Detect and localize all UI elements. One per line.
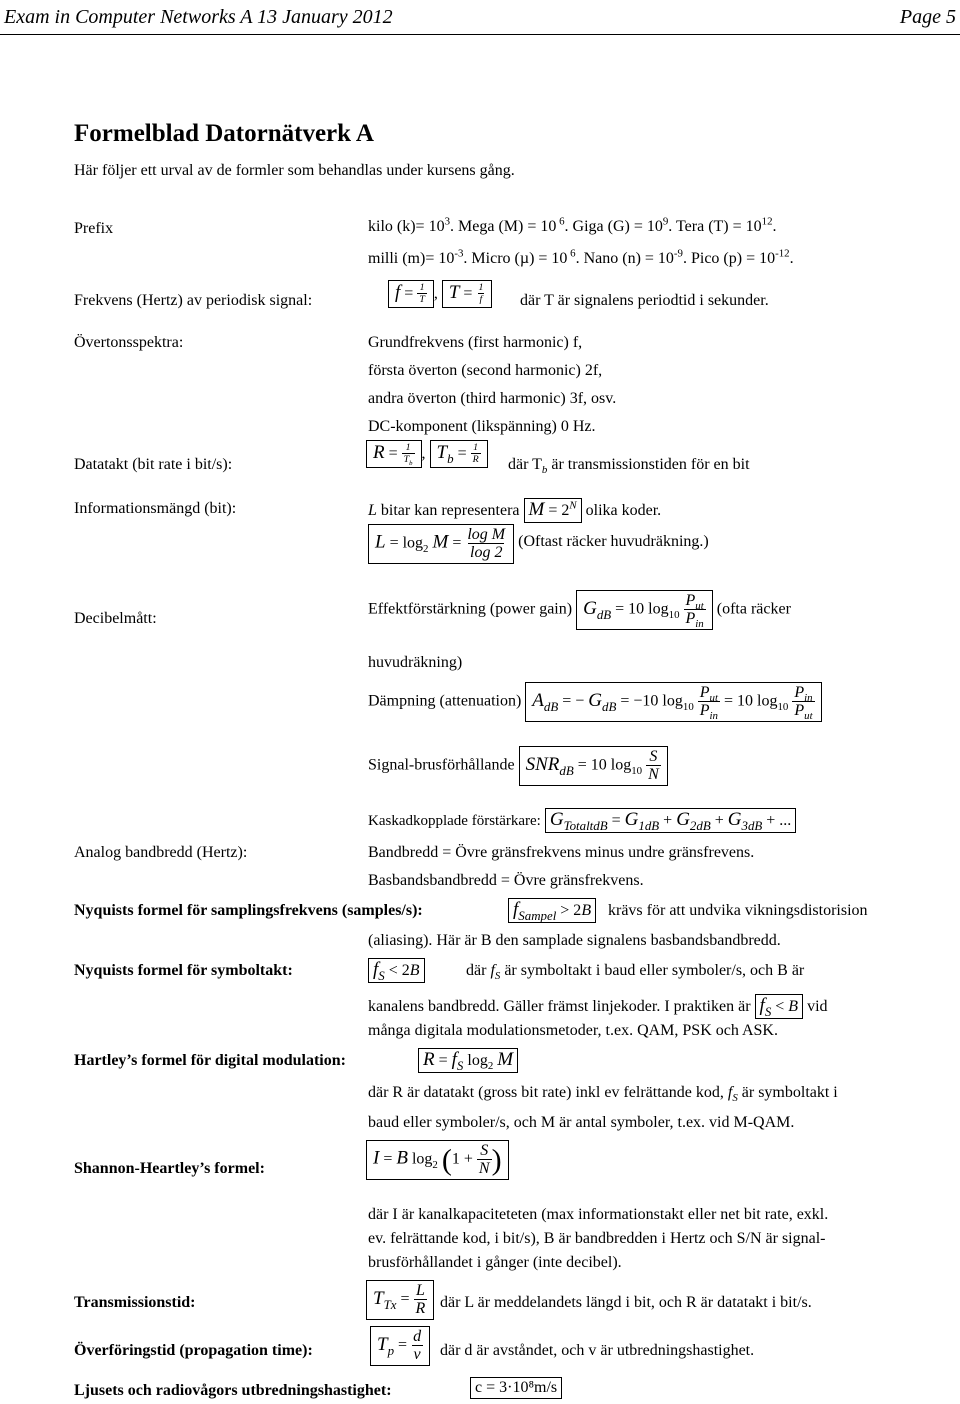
overton-line-2: första överton (second harmonic) 2f, [368,362,603,379]
gain-text-cont: huvudräkning) [368,654,463,671]
transmission-label: Transmissionstid: [74,1294,196,1311]
attenuation-formula: Dämpning (attenuation) $A_{dB}$ = − $G_{dB} = -10$ $\log_{10}$ $\frac{P_{ut}}{P_{in}}$ = 10 $\log_{10}$ $\frac{P_{in}}{P_{ut}}$ [368,682,822,722]
prefix-label: Prefix [74,220,114,237]
transmission-text: där L är meddelandets längd i bit, och R är datatakt i bit/s. [440,1294,812,1311]
datatakt-label: Datatakt (bit rate i bit/s): [74,456,233,473]
prefix-line-1: kilo $(k)= 10^3$. Mega (M) = 10 $^6$. Giga $(G) = 10^9$. Tera $(T) = 10^{12}$. [368,215,777,235]
cascade-formula: Kaskadkopplade förstärkare: $G_{TotaltdB} = G_{1dB} + G_{2dB} + G_{3dB}$ + ... [368,808,796,833]
info-label: Informationsmängd (bit): [74,500,237,517]
propagation-formula: $T_p$ = $\frac{d}{v}$ [370,1326,430,1366]
shannon-formula: I = B $\log_2 (1$ + $\frac{S}{N}$ ) [366,1140,509,1180]
shannon-label: Shannon-Heartley’s formel: [74,1160,265,1177]
nyquist-sampling-formula: $f_{Sampel} > 2B$ [508,898,596,923]
light-speed-label: Ljusets och radiovågors utbredningshastighet: [74,1382,392,1399]
overton-line-4: DC-komponent (likspänning) 0 Hz. [368,418,596,435]
prefix-line-2: milli $(m)= 10^{-3}$. Micro (µ) = 10 $^6$. Nano $(n) = 10^{-9}$. Pico $(p) = 10^{-12}$. [368,247,794,267]
hartley-label: Hartley’s formel för digital modulation: [74,1052,346,1069]
snr-formula: Signal-brusförhållande $SNR_{dB} = 10$ $\log_{10}$ $\frac{S}{N}$ [368,746,668,786]
nyquist-sampling-text: krävs för att undvika vikningsdistorision [608,902,868,919]
frekvens-label: Frekvens (Hertz) av periodisk signal: [74,292,313,309]
nyquist-symbol-text3: kanalens bandbredd. Gäller främst linjekoder. I praktiken är $f_S < B$ vid [368,995,828,1019]
hartley-text-1: där R är datatakt (gross bit rate) inkl ev felrättande kod, $f_S$ är symboltakt i [368,1084,838,1105]
overton-line-1: Grundfrekvens (first harmonic) f, [368,334,583,351]
frekvens-text: där T är signalens periodtid i sekunder. [520,292,769,309]
analog-line-1: Bandbredd = Övre gränsfrekvens minus undre gränsfrevens. [368,844,755,861]
page-number: Page 5 [899,6,956,28]
analog-line-2: Basbandsbandbredd = Övre gränsfrekvens. [368,872,644,889]
hartley-formula: $R = f_S$ $\log_2 M$ [418,1048,518,1073]
shannon-text-2: ev. felrättande kod, i bit/s), B är bandbredden i Hertz och S/N är signal- [368,1230,826,1247]
nyquist-symbol-text5: många digitala modulationsmetoder, t.ex. QAM, PSK och ASK. [368,1022,778,1039]
decibel-label: Decibelmått: [74,610,157,627]
shannon-text-1: där I är kanalkapaciteteten (max informationstakt eller net bit rate, exkl. [368,1206,829,1223]
analog-label: Analog bandbredd (Hertz): [74,844,248,861]
header-rule [0,34,960,35]
propagation-text: där d är avståndet, och v är utbredningshastighet. [440,1342,755,1359]
info-formula: $L = \log_2 M$ = $\frac{\text{log M}}{\log 2}$ (Oftast räcker huvudräkning.) [368,524,709,564]
light-speed-value: c = 3·10⁸m/s [470,1377,562,1399]
datatakt-formula: R = $\frac{1}{T_b}$ , $T_b$ = $\frac{1}{R}$ [366,440,488,468]
propagation-label: Överföringstid (propagation time): [74,1342,313,1359]
info-line-1: L bitar kan representera $M = 2^N$ olika koder. [368,498,661,523]
page-header-left: Exam in Computer Networks A 13 January 2012 [4,6,393,28]
light-speed-formula [470,1377,562,1399]
nyquist-symbol-text: där $f_S$ är symboltakt i baud eller symboler/s, och B är [466,962,805,983]
datatakt-text: där $T_b$ är transmissionstiden för en bit [508,456,750,477]
page-title: Formelblad Datornätverk A [74,120,374,147]
overton-line-3: andra överton (third harmonic) 3f, osv. [368,390,617,407]
shannon-text-3: brusförhållandet i gånger (inte decibel). [368,1254,622,1271]
hartley-text-2: baud eller symboler/s, och M är antal symboler, t.ex. vid M-QAM. [368,1114,795,1131]
intro-text: Här följer ett urval av de formler som behandlas under kursens gång. [74,162,515,179]
frekvens-formula: f = $\frac{1}{T}$ , T = $\frac{1}{f}$ [388,280,492,308]
nyquist-sampling-label: Nyquists formel för samplingsfrekvens (samples/s): [74,902,423,919]
nyquist-sampling-text2: (aliasing). Här är B den samplade signalens basbandsbandbredd. [368,932,781,949]
gain-formula: Effektförstärkning (power gain) $G_{dB} = 10$ $\log_{10}$ $\frac{P_{ut}}{P_{in}}$ (ofta räcker [368,592,791,631]
nyquist-symbol-formula: $f_S < 2B$ [368,958,425,983]
transmission-formula: $T_{Tx}$ = $\frac{L}{R}$ [366,1280,434,1320]
nyquist-symbol-label: Nyquists formel för symboltakt: [74,962,293,979]
overton-label: Övertonsspektra: [74,334,184,351]
